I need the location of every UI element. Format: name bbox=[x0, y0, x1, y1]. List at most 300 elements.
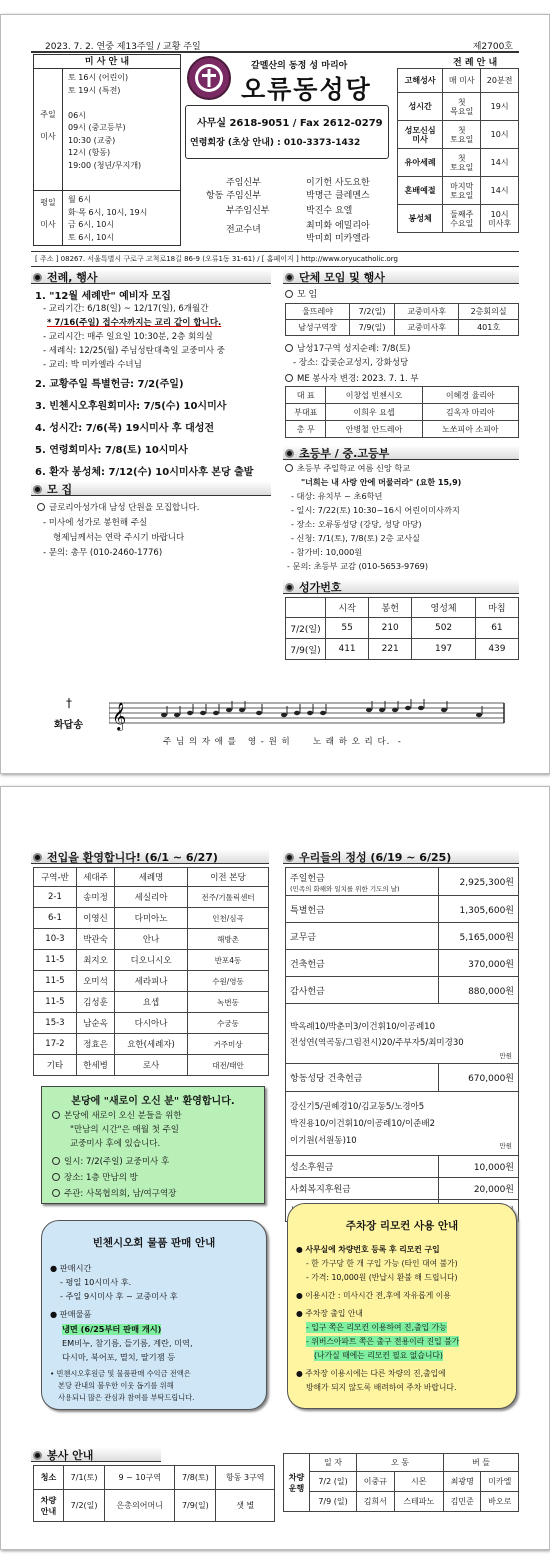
offering-amount: 880,000원 bbox=[439, 977, 519, 1004]
hymn-header-cell: 마침 bbox=[475, 598, 518, 618]
me-row bbox=[286, 421, 519, 438]
welcome-cell: 이영신 bbox=[76, 908, 114, 929]
vehicle-cell: 김희서 bbox=[357, 1492, 394, 1512]
priest-name: 박진수 요엘 bbox=[306, 206, 353, 216]
recruit-detail: - 문의: 총무 (010-2460-1776) bbox=[43, 548, 163, 558]
event-item: 2. 교황주일 특별헌금: 7/2(주일) bbox=[35, 379, 184, 390]
office-phone: 사무실 2618-9051 / Fax 2612-0279 bbox=[197, 118, 383, 129]
circle-bullet-icon bbox=[52, 1173, 60, 1181]
bullet-icon bbox=[33, 853, 42, 862]
music-note bbox=[476, 713, 482, 717]
vincent-item: 사용되니 많은 관심과 참여를 부탁드립니다. bbox=[58, 1393, 195, 1402]
service-cell: 샛 별 bbox=[216, 1490, 275, 1522]
school-detail: - 참가비: 10,000원 bbox=[291, 547, 363, 557]
liturgy-row bbox=[398, 205, 519, 233]
cross-icon: † bbox=[66, 696, 72, 710]
music-note bbox=[174, 713, 180, 717]
welcome-cell: 17-2 bbox=[34, 1034, 77, 1055]
welcome-cell: 반포4동 bbox=[187, 950, 268, 971]
parking-item: ● 사무실에 차량번호 등록 후 리모컨 구입 bbox=[296, 1245, 440, 1254]
welcome-cell: 11-5 bbox=[34, 950, 77, 971]
priest-role: 항동 주임신부 bbox=[206, 191, 262, 201]
me-row bbox=[286, 404, 519, 421]
meeting-cell: 남성구역장 bbox=[286, 320, 350, 336]
liturgy-row bbox=[398, 69, 519, 93]
parking-item: ● 주차장 출입 안내 bbox=[296, 1309, 363, 1318]
welcome-header-cell: 이전 본당 bbox=[187, 868, 268, 887]
svg-text:𝄞: 𝄞 bbox=[112, 702, 127, 730]
music-note bbox=[405, 706, 411, 710]
welcome-table bbox=[33, 867, 269, 1076]
school-detail: - 장소: 오류동성당 (강당, 성당 마당) bbox=[291, 519, 422, 529]
offering-label: 특별헌금 bbox=[286, 896, 439, 923]
newcomer-box bbox=[41, 1086, 265, 1204]
circle-bullet-icon bbox=[285, 344, 293, 352]
vehicle-row bbox=[284, 1472, 519, 1492]
hymn-row bbox=[286, 639, 519, 660]
event-detail: - 교리: 박 미카엘라 수녀님 bbox=[43, 360, 142, 370]
vincent-item: 냉면 (6/25부터 판매 개시) bbox=[62, 1324, 162, 1334]
music-note bbox=[294, 711, 300, 715]
newcomer-item: 교중미사 후에 있습니다. bbox=[70, 1139, 161, 1149]
hymn-cell: 210 bbox=[369, 618, 412, 639]
priest-name: 박명근 클레멘스 bbox=[306, 191, 370, 201]
meeting-row bbox=[286, 320, 519, 336]
music-note bbox=[226, 708, 232, 712]
liturgy-cell: 혼배예절 bbox=[398, 177, 443, 205]
bulletin-page-1 bbox=[0, 14, 550, 774]
newcomer-item: "만남의 시간"은 매월 첫 주일 bbox=[70, 1125, 179, 1135]
meeting-cell: 울뜨레야 bbox=[286, 304, 350, 320]
service-cell: 항동 3구역 bbox=[216, 1466, 275, 1490]
offering-amount: 5,165,000원 bbox=[439, 923, 519, 950]
welcome-cell: 11-5 bbox=[34, 971, 77, 992]
school-item: 초등부 주일학교 여름 신앙 학교 bbox=[297, 463, 411, 473]
welcome-cell: 15-3 bbox=[34, 1013, 77, 1034]
meeting-cell: 2층회의실 bbox=[459, 304, 519, 320]
service-cell: 7/1(토) bbox=[64, 1466, 105, 1490]
meeting-cell: 7/2(일) bbox=[350, 304, 395, 320]
event-detail: - 세례식: 12/25(월) 주님성탄대축일 교중미사 중 bbox=[43, 346, 225, 356]
bullet-icon bbox=[33, 1451, 42, 1460]
liturgy-row bbox=[398, 93, 519, 121]
me-cell: 대 표 bbox=[286, 387, 326, 404]
welcome-cell: 로사 bbox=[115, 1055, 188, 1076]
school-detail: - 신청: 7/1(토), 7/8(토) 2층 교사실 bbox=[291, 533, 420, 543]
offering-label: 성소후원금 bbox=[286, 1156, 439, 1178]
me-title: ME 봉사자 변경: 2023. 7. 1. 부 bbox=[297, 374, 419, 384]
music-note bbox=[418, 706, 424, 710]
hymn-header-cell: 영성체 bbox=[412, 598, 476, 618]
section-title: 우리들의 정성 (6/19 ~ 6/25) bbox=[299, 851, 452, 864]
vincent-item: ● 판매시간 bbox=[50, 1263, 92, 1273]
sunday-mass-times: 토 16시 (어린이) 토 19시 (특전) 06시 09시 (중고등부) 10:30 (교중) 12시 (항동) 19:00 (청년/무지개) bbox=[68, 73, 142, 170]
vehicle-cell: 7/9 (일) bbox=[310, 1492, 357, 1512]
hymn-row bbox=[286, 618, 519, 639]
vehicle-header-cell: 일 자 bbox=[310, 1454, 357, 1472]
newcomer-item: 주관: 사목협의회, 남/여구역장 bbox=[64, 1189, 177, 1199]
circle-bullet-icon bbox=[52, 1111, 60, 1119]
liturgy-cell: 14시 bbox=[481, 177, 519, 205]
welcome-cell: 요한(세례자) bbox=[115, 1034, 188, 1055]
offering-amount: 1,305,600원 bbox=[439, 896, 519, 923]
welcome-row bbox=[34, 929, 269, 950]
section-service bbox=[31, 1447, 161, 1462]
music-note bbox=[256, 711, 262, 715]
psalm-lyrics: 주 님 의 자 애 를 영 - 원 히 노 래 하 오 리 다. - bbox=[163, 737, 402, 747]
parking-item: - 가격: 10,000원 (반납시 환불 해 드립니다) bbox=[306, 1273, 458, 1282]
hymn-header-cell: 시작 bbox=[326, 598, 369, 618]
priest-role: 부주임신부 bbox=[226, 206, 270, 216]
welcome-cell: 최지오 bbox=[76, 950, 114, 971]
welcome-row bbox=[34, 1013, 269, 1034]
school-detail: - 대상: 유치부 ~ 초6학년 bbox=[291, 491, 383, 501]
vehicle-label: 차량 운행 bbox=[284, 1454, 310, 1512]
priest-name: 최미화 에밀리아 bbox=[306, 221, 370, 231]
circle-bullet-icon bbox=[285, 374, 293, 382]
section-school bbox=[283, 445, 519, 460]
service-table bbox=[33, 1465, 275, 1522]
section-offering bbox=[283, 849, 519, 864]
liturgy-cell: 유아세례 bbox=[398, 149, 443, 177]
welcome-cell: 남순옥 bbox=[76, 1013, 114, 1034]
meeting-cell: 7/9(일) bbox=[350, 320, 395, 336]
vehicle-cell: 7/2 (일) bbox=[310, 1472, 357, 1492]
welcome-cell: 정효은 bbox=[76, 1034, 114, 1055]
music-note bbox=[379, 708, 385, 712]
welcome-cell: 다미아노 bbox=[115, 908, 188, 929]
welcome-cell: 전주/기톨릭센터 bbox=[187, 887, 268, 908]
offering-label: 감사헌금 bbox=[286, 977, 439, 1004]
vehicle-header-cell: 오 동 bbox=[357, 1454, 444, 1472]
welcome-row bbox=[34, 887, 269, 908]
music-note bbox=[187, 711, 193, 715]
welcome-row bbox=[34, 1034, 269, 1055]
liturgy-guide-table bbox=[397, 68, 519, 233]
vehicle-cell: 김민준 bbox=[444, 1492, 481, 1512]
welcome-cell: 수원/영동 bbox=[187, 971, 268, 992]
hymn-cell: 411 bbox=[326, 639, 369, 660]
section-title: 성가번호 bbox=[299, 581, 342, 594]
event-item: 1. "12월 세례반" 예비자 모집 bbox=[35, 291, 171, 302]
bullet-icon bbox=[285, 853, 294, 862]
council-phone: 연령회장 (초상 안내) : 010-3373-1432 bbox=[190, 138, 361, 148]
parking-item: - 한 가구당 한 개 구입 가능 (타인 대여 불가) bbox=[306, 1259, 458, 1268]
pilgrimage-item: 남성17구역 성지순례: 7/8(토) bbox=[297, 344, 411, 354]
parish-logo bbox=[186, 55, 232, 101]
liturgy-row bbox=[398, 149, 519, 177]
hymn-cell: 7/2(일) bbox=[286, 618, 326, 639]
weekday-mass-times: 월 6시 화·목 6시, 10시, 19시 금 6시, 10시 토 6시, 10시 bbox=[68, 195, 148, 242]
section-recruit bbox=[31, 481, 271, 496]
welcome-cell: 박관숙 bbox=[76, 929, 114, 950]
liturgy-cell: 10시 미사후 bbox=[481, 205, 519, 233]
hymn-cell: 197 bbox=[412, 639, 476, 660]
liturgy-row bbox=[398, 121, 519, 149]
vincent-item: - 평일 10시미사 후. bbox=[60, 1277, 132, 1287]
vehicle-cell: 시몬 bbox=[394, 1472, 443, 1492]
offering-label: 항동성당 건축헌금 bbox=[286, 1064, 439, 1092]
welcome-header-cell: 세대주 bbox=[76, 868, 114, 887]
welcome-cell: 녹번동 bbox=[187, 992, 268, 1013]
welcome-cell: 세실리아 bbox=[115, 887, 188, 908]
sunday-mass-label: 주일 미사 bbox=[40, 110, 56, 141]
parish-name: 오류동성당 bbox=[241, 75, 372, 104]
parking-item: - 입구 쪽은 리모컨 이용하여 진,출입 가능 bbox=[306, 1323, 447, 1332]
parish-subtitle: 갈멜산의 동정 성 마리아 bbox=[251, 61, 348, 71]
welcome-cell: 인천/심곡 bbox=[187, 908, 268, 929]
hymn-cell: 221 bbox=[369, 639, 412, 660]
newcomer-item: 본당에 새로이 오신 분들을 위한 bbox=[64, 1111, 182, 1121]
section-hymns bbox=[283, 579, 519, 594]
section-welcome bbox=[31, 849, 269, 864]
meeting-cell: 교중미사후 bbox=[395, 304, 459, 320]
meeting-table bbox=[285, 303, 519, 336]
mass-info-title: 미 사 안 내 bbox=[34, 55, 180, 69]
hymn-header-cell: 봉헌 bbox=[369, 598, 412, 618]
event-detail: - 교리시간: 매주 일요일 10:30분, 2층 회의실 bbox=[43, 332, 213, 342]
event-item: 6. 환자 봉성체: 7/12(수) 10시미사후 본당 출발 bbox=[35, 467, 254, 478]
parking-item: 방해가 되지 않도록 배려하여 주차 바랍니다. bbox=[306, 1383, 457, 1392]
liturgy-cell: 매 미사 bbox=[443, 69, 481, 93]
music-note bbox=[392, 708, 398, 712]
service-cell: 9 ~ 10구역 bbox=[105, 1466, 175, 1490]
vincent-title: 빈첸시오회 물품 판매 안내 bbox=[92, 1237, 216, 1249]
liturgy-cell: 20분전 bbox=[481, 69, 519, 93]
event-detail: - 교리기간: 6/18(일) ~ 12/17(일), 6개월간 bbox=[43, 304, 209, 314]
offering-table bbox=[285, 867, 519, 1222]
offering-amount: 670,000원 bbox=[439, 1064, 519, 1092]
school-list bbox=[285, 463, 521, 573]
welcome-cell: 안나 bbox=[115, 929, 188, 950]
me-cell: 안병철 안드레아 bbox=[326, 421, 422, 438]
parking-item: - 위버스아파트 쪽은 출구 전용이라 진입 불가 bbox=[306, 1337, 460, 1346]
vincent-box bbox=[41, 1220, 267, 1410]
priest-role: 주임신부 bbox=[226, 178, 261, 188]
section-groups bbox=[283, 269, 519, 284]
parking-item: ● 이용시간 : 미사시간 전,후에 자유롭게 이용 bbox=[296, 1291, 451, 1300]
meeting-cell: 401호 bbox=[459, 320, 519, 336]
mass-info-box bbox=[33, 54, 181, 246]
bullet-icon bbox=[285, 273, 294, 282]
service-cell: 7/2(일) bbox=[64, 1490, 105, 1522]
welcome-header-cell: 구역-반 bbox=[34, 868, 77, 887]
offering-label: 사회복지후원금 bbox=[286, 1178, 439, 1200]
bullet-icon bbox=[285, 449, 294, 458]
welcome-cell: 송미정 bbox=[76, 887, 114, 908]
circle-bullet-icon bbox=[285, 464, 293, 472]
welcome-cell: 11-5 bbox=[34, 992, 77, 1013]
service-cell: 차량 안내 bbox=[34, 1490, 64, 1522]
vehicle-cell: 스테파노 bbox=[394, 1492, 443, 1512]
welcome-cell: 김성훈 bbox=[76, 992, 114, 1013]
hymn-cell: 502 bbox=[412, 618, 476, 639]
priest-name: 이기헌 사도요한 bbox=[306, 178, 370, 188]
service-cell: 7/9(일) bbox=[175, 1490, 216, 1522]
music-note bbox=[200, 711, 206, 715]
newcomer-item: 일시: 7/2(주일) 교중미사 후 bbox=[64, 1157, 170, 1167]
psalm-label: 화답송 bbox=[54, 720, 83, 731]
priest-name: 박미희 미카엘라 bbox=[306, 234, 370, 244]
parking-title: 주차장 리모컨 사용 안내 bbox=[345, 1220, 459, 1232]
welcome-cell: 10-3 bbox=[34, 929, 77, 950]
recruit-detail: 형제님께서는 연락 주시기 바랍니다 bbox=[53, 533, 185, 543]
welcome-cell: 해방촌 bbox=[187, 929, 268, 950]
parking-box bbox=[287, 1203, 517, 1409]
event-item: 4. 성시간: 7/6(목) 19시미사 후 대성전 bbox=[35, 423, 215, 434]
address-line: [ 주소 ] 08267. 서울특별시 구로구 고척로18길 86-9 (오류1동 31-61) / [ 홈페이지 ] http://www.oryucatholic.org bbox=[31, 251, 519, 267]
vincent-item: ● 판매물품 bbox=[50, 1309, 92, 1319]
school-detail: - 문의: 초등부 교감 (010-5653-9769) bbox=[287, 561, 429, 571]
welcome-cell: 수궁동 bbox=[187, 1013, 268, 1034]
me-cell: 이혜경 율리아 bbox=[422, 387, 518, 404]
weekday-mass-label: 평일 미사 bbox=[40, 198, 56, 229]
circle-bullet-icon bbox=[52, 1189, 60, 1197]
offering-label: 교무금 bbox=[286, 923, 439, 950]
liturgy-cell: 봉성체 bbox=[398, 205, 443, 233]
welcome-cell: 디오니시오 bbox=[115, 950, 188, 971]
vehicle-header-cell: 버 들 bbox=[444, 1454, 519, 1472]
vehicle-cell: 바오로 bbox=[481, 1492, 519, 1512]
section-title: 전입을 환영합니다! (6/1 ~ 6/27) bbox=[47, 851, 218, 864]
liturgy-cell: 마지막 토요일 bbox=[443, 177, 481, 205]
issue-number: 제2700호 bbox=[472, 42, 513, 52]
vincent-item: 다시마, 북어포, 멸치, 딸기잼 등 bbox=[62, 1352, 176, 1362]
offering-sub: (민족의 화해와 일치를 위한 기도의 날) bbox=[290, 884, 400, 893]
liturgy-guide-title: 전 례 안 내 bbox=[453, 58, 498, 68]
parking-item: (나가실 때에는 리모컨 필요 없습니다) bbox=[314, 1351, 443, 1360]
service-row bbox=[34, 1490, 275, 1522]
vincent-item: • 빈첸시오후원금 및 물품판매 수익금 전액은 bbox=[50, 1369, 191, 1378]
music-note bbox=[320, 711, 326, 715]
welcome-row bbox=[34, 971, 269, 992]
vehicle-table bbox=[283, 1453, 519, 1512]
unit-label: 만원 bbox=[499, 1142, 512, 1150]
me-cell: 이희우 요셉 bbox=[326, 404, 422, 421]
welcome-row bbox=[34, 992, 269, 1013]
welcome-cell: 6-1 bbox=[34, 908, 77, 929]
vincent-item: - 주일 9시미사 후 ~ 교중미사 후 bbox=[60, 1291, 178, 1301]
service-cell: 청소 bbox=[34, 1466, 64, 1490]
me-cell: 김옥자 마리아 bbox=[422, 404, 518, 421]
vehicle-header-row bbox=[284, 1454, 519, 1472]
vincent-item: EM비누, 참기름, 들기름, 계란, 미역, bbox=[62, 1338, 193, 1348]
recruit-item: 글로리아성가대 남성 단원을 모집합니다. bbox=[49, 503, 200, 513]
welcome-cell: 기타 bbox=[34, 1055, 77, 1076]
liturgy-row bbox=[398, 177, 519, 205]
school-verse: "너희는 내 사랑 안에 머물러라" (요한 15,9) bbox=[301, 478, 462, 487]
me-cell: 총 무 bbox=[286, 421, 326, 438]
hangdong-donors: 강신기5/권혜경10/김교동5/노경아5 박진용10/이건휘10/이공례10/이준배2 이기원(서원동)10 bbox=[290, 1102, 435, 1146]
bulletin-page-2 bbox=[0, 786, 550, 1550]
vehicle-cell: 이중규 bbox=[357, 1472, 394, 1492]
thanks-donors: 박옥례10/박춘미3/이건휘10/이공례10 전성연(역곡동/그림전시)20/주부자5/최미경30 bbox=[290, 1021, 464, 1048]
section-liturgy-events bbox=[31, 269, 271, 284]
recruit-list bbox=[37, 501, 277, 561]
me-cell: 이창섭 빈첸시오 bbox=[326, 387, 422, 404]
liturgy-cell: 10시 bbox=[481, 121, 519, 149]
hymn-cell: 55 bbox=[326, 618, 369, 639]
hymn-cell: 439 bbox=[475, 639, 518, 660]
unit-label: 만원 bbox=[499, 1052, 512, 1060]
offering-amount: 2,925,300원 bbox=[439, 868, 519, 896]
event-item: 3. 빈첸시오후원회미사: 7/5(수) 10시미사 bbox=[35, 401, 227, 412]
offering-amount: 370,000원 bbox=[439, 950, 519, 977]
service-cell: 7/8(토) bbox=[175, 1466, 216, 1490]
priest-list bbox=[196, 175, 391, 247]
priest-role: 전교수녀 bbox=[226, 225, 261, 235]
me-row bbox=[286, 387, 519, 404]
me-cell: 부대표 bbox=[286, 404, 326, 421]
liturgy-cell: 성시간 bbox=[398, 93, 443, 121]
welcome-row bbox=[34, 908, 269, 929]
hymn-table bbox=[285, 597, 519, 660]
liturgy-cell: 둘째주 수요일 bbox=[443, 205, 481, 233]
vehicle-cell: 미카엘 bbox=[481, 1472, 519, 1492]
liturgy-cell: 14시 bbox=[481, 149, 519, 177]
event-note: * 7/16(주일) 접수자까지는 교리 같이 합니다. bbox=[47, 318, 222, 328]
music-note bbox=[161, 713, 167, 717]
offering-label: 건축헌금 bbox=[286, 950, 439, 977]
offering-label: 주일헌금 bbox=[290, 873, 325, 884]
section-title: 모 집 bbox=[47, 483, 73, 496]
parking-item: ● 주차장 이용시에는 다른 차량의 진,출입에 bbox=[296, 1369, 446, 1378]
vehicle-row bbox=[284, 1492, 519, 1512]
bullet-icon bbox=[285, 583, 294, 592]
music-note bbox=[366, 708, 372, 712]
liturgy-cell: 첫 토요일 bbox=[443, 121, 481, 149]
bullet-icon bbox=[33, 485, 42, 494]
newcomer-item: 장소: 1층 만남의 방 bbox=[64, 1173, 138, 1183]
me-table bbox=[285, 386, 519, 438]
vincent-item: 본당 관내의 불우한 이웃 돕기를 위해 bbox=[58, 1381, 174, 1390]
welcome-cell: 다시아나 bbox=[115, 1013, 188, 1034]
meeting-title: 모 임 bbox=[297, 290, 318, 300]
liturgy-cell: 성모신심 미사 bbox=[398, 121, 443, 149]
music-note bbox=[213, 711, 219, 715]
liturgy-cell: 19시 bbox=[481, 93, 519, 121]
hymn-header-cell bbox=[286, 598, 326, 618]
welcome-row bbox=[34, 1055, 269, 1076]
welcome-cell: 오미석 bbox=[76, 971, 114, 992]
section-title: 봉사 안내 bbox=[47, 1449, 94, 1462]
date-line: 2023. 7. 2. 연중 제13주일 / 교황 주일 bbox=[45, 42, 201, 52]
welcome-cell: 요셉 bbox=[115, 992, 188, 1013]
service-row bbox=[34, 1466, 275, 1490]
school-detail: - 일시: 7/22(토) 10:30~16시 어린이미사까지 bbox=[291, 505, 460, 515]
welcome-cell: 한세병 bbox=[76, 1055, 114, 1076]
circle-bullet-icon bbox=[37, 503, 45, 511]
welcome-cell: 거주미상 bbox=[187, 1034, 268, 1055]
music-note bbox=[307, 711, 313, 715]
me-cell: 노쏘피아 소피아 bbox=[422, 421, 518, 438]
section-title: 초등부 / 중.고등부 bbox=[299, 447, 390, 460]
meeting-row bbox=[286, 304, 519, 320]
section-title: 단체 모임 및 행사 bbox=[299, 271, 385, 284]
section-title: 전례, 행사 bbox=[47, 271, 98, 284]
liturgy-cell: 첫 토요일 bbox=[443, 149, 481, 177]
meeting-cell: 교중미사후 bbox=[395, 320, 459, 336]
bullet-icon bbox=[33, 273, 42, 282]
hymn-cell: 61 bbox=[475, 618, 518, 639]
pilgrimage-place: - 장소: 갑곶순교성지, 강화성당 bbox=[293, 358, 409, 368]
welcome-cell: 세라피나 bbox=[115, 971, 188, 992]
circle-bullet-icon bbox=[285, 290, 293, 298]
event-item: 5. 연령회미사: 7/8(토) 10시미사 bbox=[35, 445, 188, 456]
music-note bbox=[239, 708, 245, 712]
vehicle-cell: 최광명 bbox=[444, 1472, 481, 1492]
circle-bullet-icon bbox=[52, 1157, 60, 1165]
